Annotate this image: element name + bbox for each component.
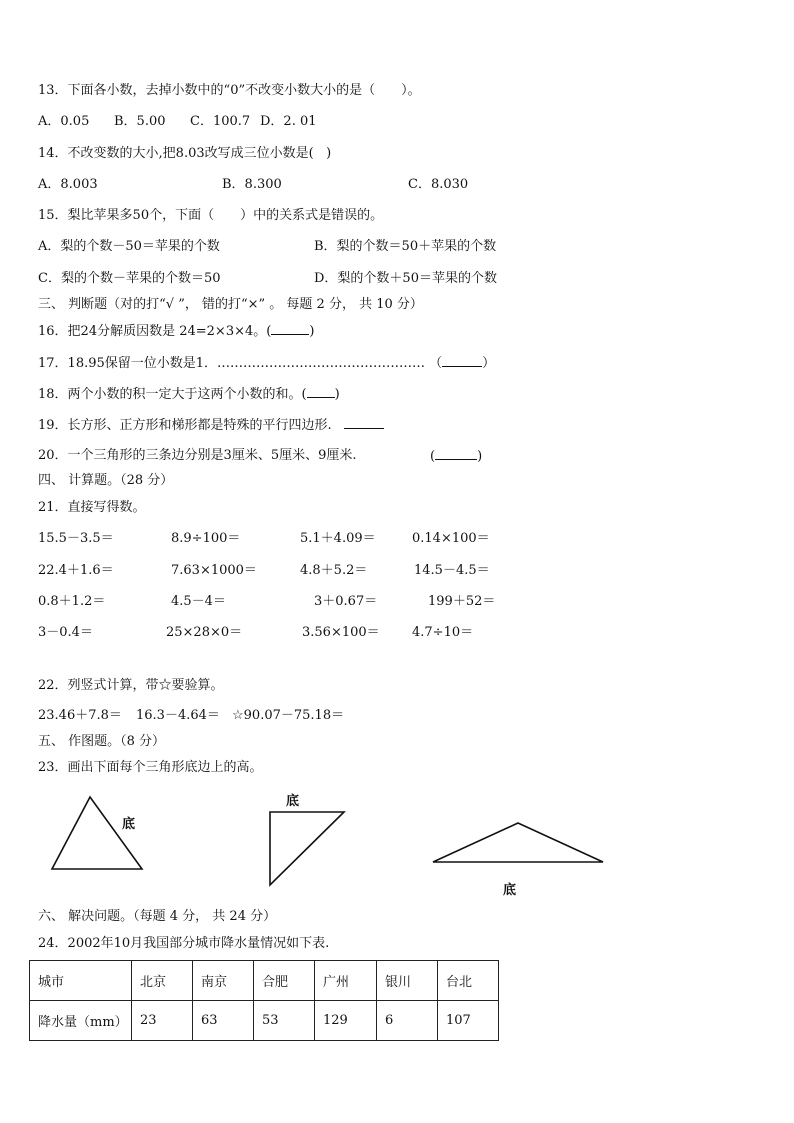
table-header-cell: 合肥: [254, 961, 315, 1001]
section-5-heading: 五、 作图题。（8 分）: [38, 734, 166, 749]
rainfall-table: [29, 960, 499, 1041]
triangle-1: [52, 797, 142, 869]
calc-item: 15.5－3.5＝: [38, 531, 114, 546]
q18-text: 18．两个小数的积一定大于这两个小数的和。(: [38, 387, 307, 402]
table-cell: 107: [438, 1001, 499, 1041]
calc-item: 14.5－4.5＝: [414, 563, 490, 578]
calc-item: 3＋0.67＝: [314, 594, 378, 609]
q19-text: 19．长方形、正方形和梯形都是特殊的平行四边形.: [38, 418, 332, 433]
table-header-cell: 南京: [193, 961, 254, 1001]
table-cell: 6: [377, 1001, 438, 1041]
triangle-2-base-label: 底: [286, 794, 300, 809]
q15-option-c: C．梨的个数－苹果的个数＝50: [38, 271, 221, 286]
table-cell: 降水量（mm）: [30, 1001, 132, 1041]
q16-close: ): [309, 324, 315, 339]
q15-option-b: B．梨的个数＝50＋苹果的个数: [314, 239, 497, 254]
table-cell: 53: [254, 1001, 315, 1041]
table-header-cell: 台北: [438, 961, 499, 1001]
q17-close: ）: [482, 356, 496, 371]
q15-option-a: A．梨的个数－50＝苹果的个数: [38, 239, 220, 254]
q15-stem: 15．梨比苹果多50个，下面（ ）中的关系式是错误的。: [38, 208, 384, 223]
q16-text: 16．把24分解质因数是 24=2×3×4。(: [38, 324, 272, 339]
q20-text: 20．一个三角形的三条边分别是3厘米、5厘米、9厘米.: [38, 448, 357, 463]
vertical-calc-item: 16.3－4.64＝: [136, 708, 220, 723]
calc-item: 4.8＋5.2＝: [300, 563, 368, 578]
q20-close: ): [477, 449, 483, 464]
q13-option-d: D．2. 01: [260, 114, 317, 129]
section-6-heading: 六、 解决问题。（每题 4 分， 共 24 分）: [38, 909, 277, 924]
calc-item: 25×28×0＝: [166, 625, 243, 640]
table-header-cell: 城市: [30, 961, 132, 1001]
triangle-2: [270, 812, 344, 885]
q14-option-b: B．8.300: [222, 177, 282, 192]
table-row: [30, 1001, 499, 1041]
q13-option-b: B．5.00: [114, 114, 166, 129]
q13-option-c: C．100.7: [190, 114, 251, 129]
table-cell: 129: [315, 1001, 377, 1041]
q15-option-d: D．梨的个数＋50＝苹果的个数: [314, 271, 497, 286]
triangle-3-base-label: 底: [503, 883, 517, 898]
calc-item: 4.5－4＝: [171, 594, 226, 609]
triangle-1-base-label: 底: [122, 817, 136, 832]
vertical-calc-item: ☆90.07－75.18＝: [232, 708, 345, 723]
calc-item: 22.4＋1.6＝: [38, 563, 114, 578]
calc-item: 0.8＋1.2＝: [38, 594, 106, 609]
table-cell: 23: [132, 1001, 193, 1041]
calc-item: 3.56×100＝: [302, 625, 380, 640]
q20-open: (: [430, 449, 436, 464]
table-header-cell: 北京: [132, 961, 193, 1001]
calc-item: 5.1＋4.09＝: [300, 531, 376, 546]
calc-item: 0.14×100＝: [412, 531, 490, 546]
q18-close: ): [334, 387, 340, 402]
q14-stem: 14．不改变数的大小,把8.03改写成三位小数是( ): [38, 146, 332, 161]
vertical-calc-item: 23.46＋7.8＝: [38, 708, 122, 723]
q22-stem: 22．列竖式计算，带☆要验算。: [38, 678, 224, 693]
calc-item: 3－0.4＝: [38, 625, 93, 640]
section-3-heading: 三、 判断题（对的打“√ ”， 错的打“×” 。 每题 2 分， 共 10 分）: [38, 297, 423, 312]
q21-stem: 21．直接写得数。: [38, 500, 146, 515]
calc-item: 7.63×1000＝: [171, 563, 257, 578]
table-header-cell: 广州: [315, 961, 377, 1001]
q23-stem: 23．画出下面每个三角形底边上的高。: [38, 760, 263, 775]
section-4-heading: 四、 计算题。（28 分）: [38, 473, 174, 488]
calc-item: 8.9÷100＝: [171, 531, 241, 546]
q14-option-a: A．8.003: [38, 177, 98, 192]
table-header-cell: 银川: [377, 961, 438, 1001]
calc-item: 199＋52＝: [428, 594, 496, 609]
q14-option-c: C．8.030: [408, 177, 469, 192]
triangle-3: [433, 823, 603, 862]
table-cell: 63: [193, 1001, 254, 1041]
q13-option-a: A．0.05: [38, 114, 90, 129]
q24-stem: 24．2002年10月我国部分城市降水量情况如下表.: [38, 936, 330, 951]
calc-item: 4.7÷10＝: [412, 625, 474, 640]
table-row: [30, 961, 499, 1001]
q17-text: 17．18.95保留一位小数是1．………………………………………… （: [38, 356, 443, 371]
q13-stem: 13．下面各小数，去掉小数中的“0”不改变小数大小的是（ ）。: [38, 83, 421, 98]
